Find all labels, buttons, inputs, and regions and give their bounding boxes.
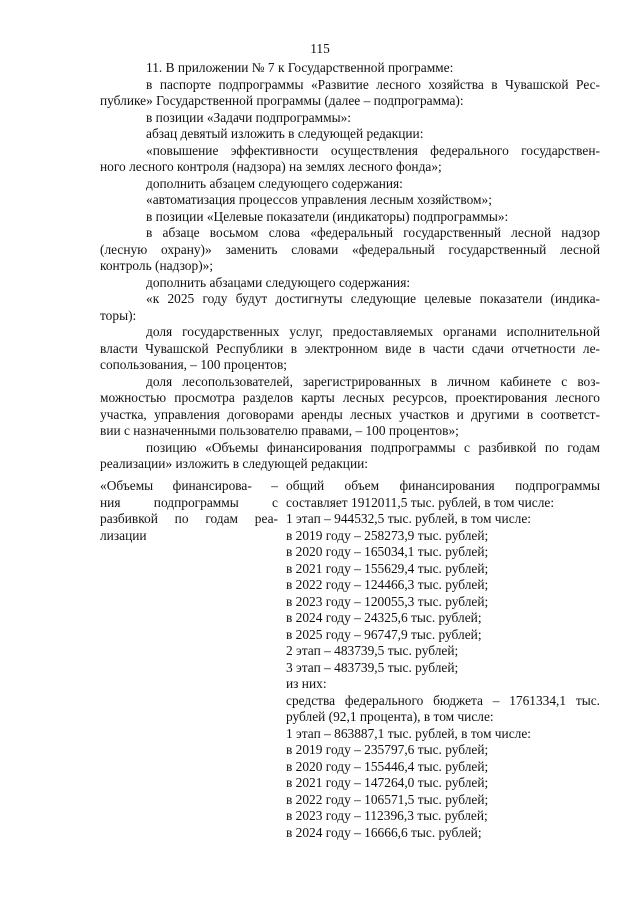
- text-line: дополнить абзацами следующего содержания:: [146, 274, 411, 290]
- body-text: [100, 60, 600, 473]
- financing-line: составляет 1912011,5 тыс. рублей, в том числе:: [286, 494, 555, 510]
- financing-line: в 2024 году – 24325,6 тыс. рублей;: [286, 610, 482, 625]
- financing-line: 1 этап – 863887,1 тыс. рублей, в том числе:: [286, 725, 531, 741]
- financing-line: в 2021 году – 147264,0 тыс. рублей;: [286, 775, 489, 790]
- text-line: 11. В приложении № 7 к Государственной программе:: [146, 60, 454, 75]
- text-line: можностью просмотра разделов карты лесных ресурсов, проектирования лесного: [100, 390, 600, 405]
- text-line: «к 2025 году будут достигнуты следующие целевые показатели (индика-: [146, 291, 600, 306]
- financing-line: в 2025 году – 96747,9 тыс. рублей;: [286, 626, 482, 642]
- financing-line: в 2020 году – 165034,1 тыс. рублей;: [286, 544, 489, 559]
- financing-line: 2 этап – 483739,5 тыс. рублей;: [286, 643, 459, 658]
- text-line: контроль (надзор)»;: [100, 258, 214, 273]
- financing-line: общий объем финансирования подпрограммы: [286, 478, 600, 493]
- text-line: позицию «Объемы финансирования подпрограммы с разбивкой по годам: [146, 439, 600, 455]
- financing-line: в 2019 году – 258273,9 тыс. рублей;: [286, 527, 489, 543]
- financing-line: средства федерального бюджета – 1761334,1 тыс.: [286, 692, 600, 708]
- label-line: разбивкой по годам реа-: [100, 511, 278, 526]
- financing-line: рублей (92,1 процента), в том числе:: [286, 709, 494, 724]
- text-line: власти Чувашской Республики в электронном виде в части сдачи отчетности ле-: [100, 340, 600, 356]
- text-line: в позиции «Целевые показатели (индикаторы) подпрограммы»:: [146, 208, 509, 224]
- financing-line: в 2022 году – 124466,3 тыс. рублей;: [286, 577, 489, 592]
- financing-line: 3 этап – 483739,5 тыс. рублей;: [286, 659, 459, 675]
- financing-line: в 2019 году – 235797,6 тыс. рублей;: [286, 742, 489, 757]
- text-line: в абзаце восьмом слова «федеральный государственный лесной надзор: [146, 225, 600, 240]
- text-line: торы):: [100, 307, 137, 323]
- label-line: лизации: [100, 527, 147, 543]
- text-line: публике» Государственной программы (далее – подпрограмма):: [100, 93, 464, 108]
- financing-line: 1 этап – 944532,5 тыс. рублей, в том числе:: [286, 511, 531, 526]
- text-line: «автоматизация процессов управления лесным хозяйством»;: [146, 192, 492, 207]
- text-line: доля лесопользователей, зарегистрированных в личном кабинете с воз-: [146, 373, 600, 389]
- text-line: вии с назначенными пользователю правами, – 100 процентов»;: [100, 423, 459, 438]
- page-number: 115: [310, 41, 330, 56]
- text-line: (лесную охрану)» заменить словами «федеральный государственный лесной: [100, 241, 600, 257]
- text-line: доля государственных услуг, предоставляемых органами исполнительной: [146, 324, 600, 339]
- financing-line: в 2020 году – 155446,4 тыс. рублей;: [286, 758, 489, 774]
- label-line: «Объемы финансирова- –: [100, 478, 278, 493]
- text-line: ного лесного контроля (надзора) на землях лесного фонда»;: [100, 159, 442, 174]
- text-line: абзац девятый изложить в следующей редакции:: [146, 126, 424, 141]
- financing-line: в 2023 году – 112396,3 тыс. рублей;: [286, 808, 488, 823]
- text-line: в паспорте подпрограммы «Развитие лесного хозяйства в Чувашской Рес-: [146, 76, 600, 92]
- text-line: участка, управления договорами аренды лесных участков и другими в соответст-: [100, 406, 600, 422]
- text-line: в позиции «Задачи подпрограммы»:: [146, 109, 351, 125]
- label-line: ния подпрограммы с: [100, 494, 278, 510]
- position-label: [100, 478, 278, 544]
- text-line: «повышение эффективности осуществления федерального государствен-: [146, 142, 600, 158]
- financing-details: [286, 478, 600, 841]
- financing-line: в 2024 году – 16666,6 тыс. рублей;: [286, 824, 482, 840]
- financing-line: в 2022 году – 106571,5 тыс. рублей;: [286, 791, 489, 807]
- financing-line: из них:: [286, 676, 327, 691]
- text-line: сопользования, – 100 процентов;: [100, 357, 288, 372]
- financing-line: в 2023 году – 120055,3 тыс. рублей;: [286, 593, 489, 609]
- text-line: дополнить абзацем следующего содержания:: [146, 175, 403, 191]
- financing-line: в 2021 году – 155629,4 тыс. рублей;: [286, 560, 489, 576]
- text-line: реализации» изложить в следующей редакции:: [100, 456, 368, 471]
